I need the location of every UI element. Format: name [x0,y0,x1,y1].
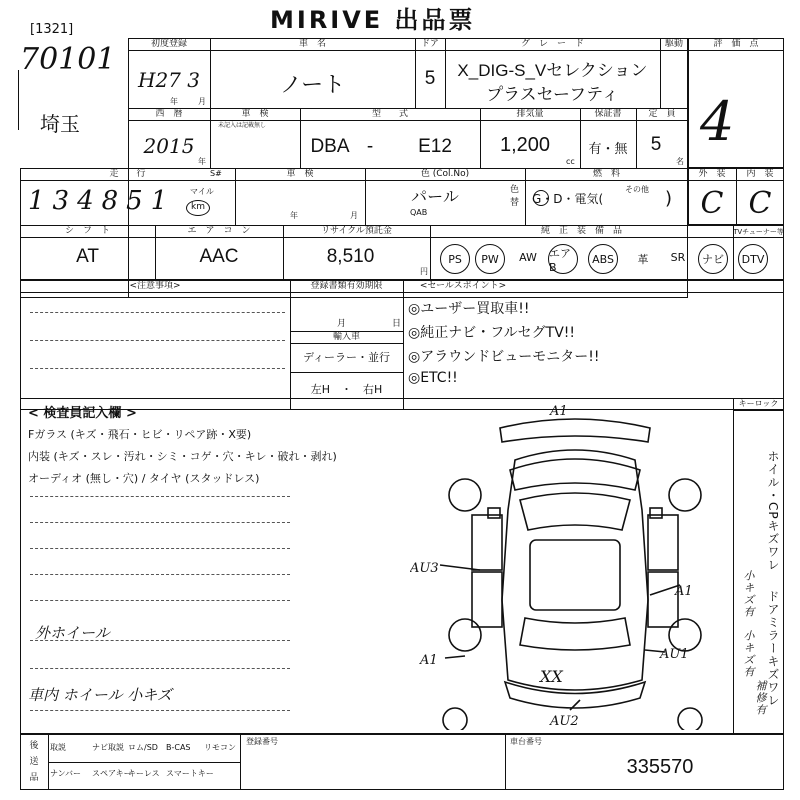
displacement-value: 1,200 [499,134,551,156]
recycle-label: リサイクル預託金 [321,226,392,236]
aircon-value: AAC [199,246,239,267]
rear-left-door [472,572,502,627]
spare-tire-left [443,708,467,730]
reg-no-label: 登録番号 [246,737,278,746]
equipment-5: 革 [637,253,649,266]
mark-au1: AU1 [660,647,689,662]
roof [530,540,620,610]
western-year-unit: 年 [198,157,206,166]
mark-au2: AU2 [550,714,579,729]
footer-item: ナンバー [50,769,82,778]
region: 埼玉 [40,112,80,136]
color-value: パール [411,189,459,206]
notes-label: <注意事項> [129,281,181,291]
model-prefix: DBA [310,136,350,157]
sheet-title: MIRIVE 出品票 [270,6,476,34]
right-note-4: 小キズ有 [742,630,755,678]
equipment-7: ナビ [698,244,728,274]
mirror-right [650,508,662,518]
doors-label: ドア [421,39,439,49]
car-name-label: 車 名 [298,39,326,49]
equipment-0: PS [440,244,470,274]
aircon-label: エ ア コ ン [187,226,251,236]
interior-label: 内 装 [746,169,774,179]
equipment-3: エアB [548,244,578,274]
car-name-value: ノート [279,72,346,97]
sheet-code: [1321] [30,22,74,37]
chassis-month-unit: 月 [350,211,358,220]
km-unit: km [186,200,210,216]
equipment-label: 純 正 装 備 品 [540,226,622,236]
fuel-close: ) [665,188,673,209]
equipment-4: ABS [588,244,618,274]
inspector-line: Fガラス (キズ・飛石・ヒビ・リペア跡・X要) [28,428,252,441]
footer-item: リモコン [204,743,236,752]
doors-value: 5 [424,68,436,89]
sales-point: ◎アラウンドビューモニター!! [408,349,600,365]
score-label: 評 価 点 [713,39,759,49]
grade-label: グ レ ー ド [520,39,584,49]
chassis-label: 車 検 [286,169,314,179]
sent-label: 後送品 [29,741,39,783]
footer-item: ロム/SD [128,743,158,752]
inspector-line: オーディオ (無し・穴) / タイヤ (スタッドレス) [28,472,260,485]
footer-item: ナビ取説 [92,743,124,752]
shift-label: シ フ ト [64,226,110,236]
right-note-2: 小キズ有 [742,570,755,618]
footer-item: スマートキー [166,769,214,778]
body-outline [502,450,648,690]
interior-value: C [748,186,772,221]
tuner-label: TVチューナー等 [733,228,784,236]
year-unit: 年 [170,97,178,106]
inspector-title: < 検査員記入欄 > [28,406,137,421]
drive-label: 駆動 [664,39,683,49]
western-value: 2015 [143,134,195,158]
fuel-selected-circle [533,190,549,206]
inspection-sub: 未記入は記載無し [217,122,266,129]
footer-item: スペアキー [92,769,132,778]
frame-no-label: 車台番号 [510,737,542,746]
mark-a1-left: A1 [420,653,438,668]
grade-line1: X_DIG-S_Vセレクション [457,61,648,80]
exterior-value: C [700,186,724,221]
mark-a1-right: A1 [675,584,693,599]
windshield [520,493,630,530]
capacity-label: 定 員 [648,109,676,119]
color-code: QAB [410,208,428,217]
warranty-value: 有・無 [588,141,628,156]
fuel-value: G・D・電気( [532,192,604,206]
frame-no-value: 335570 [626,756,694,778]
footer-item: キーレス [128,769,160,778]
yen-unit: 円 [420,267,428,276]
import-value: ディーラー・並行 [302,351,391,364]
grade-line2: プラスセーフティ [486,85,619,104]
equipment-8: DTV [738,244,768,274]
western-label: 西 暦 [155,109,183,119]
expiry-day: 日 [392,319,402,329]
wheel-front-right [669,479,701,511]
hand-note-1: 外ホイール [35,624,110,642]
chassis-year-unit: 年 [290,211,298,220]
sales-point: ◎純正ナビ・フルセグTV!! [408,325,576,341]
month-unit: 月 [198,97,206,106]
fuel-label: 燃 料 [592,169,620,179]
s-marker: S# [210,169,222,178]
capacity-value: 5 [650,134,662,155]
model-dash: - [366,136,374,157]
expiry-month: 月 [337,319,347,329]
equipment-2: AW [519,251,537,264]
exterior-label: 外 装 [698,169,726,179]
footer-item: B-CAS [166,743,191,752]
mileage-value: 134851 [28,186,176,216]
hood [510,459,640,490]
sales-label: <セールスポイント> [419,281,507,291]
sales-point: ◎ETC!! [408,370,458,386]
model-label: 型 式 [371,109,408,119]
front-right-door [648,515,678,570]
warranty-label: 保証書 [594,109,622,119]
right-note-3: ドアミラーキズワレ [766,590,780,707]
mark-xx: XX [540,667,563,686]
front-left-door [472,515,502,570]
recycle-value: 8,510 [326,246,375,267]
shift-value: AT [76,246,99,267]
rear-glass [520,618,630,650]
equipment-1: PW [475,244,505,274]
color-change-label: 色替 [510,185,520,208]
keylock-label: キーロック [738,399,779,408]
mark-au3: AU3 [410,561,439,576]
hand-note-2: 車内 ホイール 小キズ [28,686,172,704]
mile-unit: マイル [190,187,214,196]
person-unit: 名 [676,157,684,166]
front-bumper [500,419,650,442]
color-label: 色 (Col.No) [420,169,470,179]
handle-value: 左H ・ 右H [310,383,383,396]
wheel-front-left [449,479,481,511]
car-diagram [410,400,730,730]
equipment-6: SR [670,251,686,264]
fuel-other: その他 [625,185,649,194]
footer-item: 取説 [50,743,66,752]
spare-tire-right [678,708,702,730]
lot-number: 70101 [20,42,116,77]
leader-a1-left [445,656,465,658]
rear-right-door [648,572,678,627]
leader-au3 [440,565,480,570]
score-value: 4 [700,90,735,153]
model-code: E12 [418,136,452,157]
margin-line [18,70,19,130]
displacement-label: 排気量 [516,109,544,119]
sales-point: ◎ユーザー買取車!! [408,301,530,317]
right-note-5: 補修有 [754,680,767,716]
first-reg-label: 初度登録 [150,39,187,49]
inspector-line: 内装 (キズ・スレ・汚れ・シミ・コゲ・穴・キレ・破れ・剥れ) [28,450,337,463]
cc-unit: cc [566,157,575,166]
inspection-label: 車 検 [241,109,269,119]
mirror-left [488,508,500,518]
mileage-label: 走 行 [109,169,146,179]
wheel-rear-left [449,619,481,651]
import-label: 輸入車 [332,332,360,342]
right-note-1: ホイル・CPキズワレ [766,450,780,572]
expiry-label: 登録書類有効期限 [310,281,383,291]
mark-a1-top: A1 [550,404,568,419]
first-reg-value: H27 3 [138,68,200,92]
